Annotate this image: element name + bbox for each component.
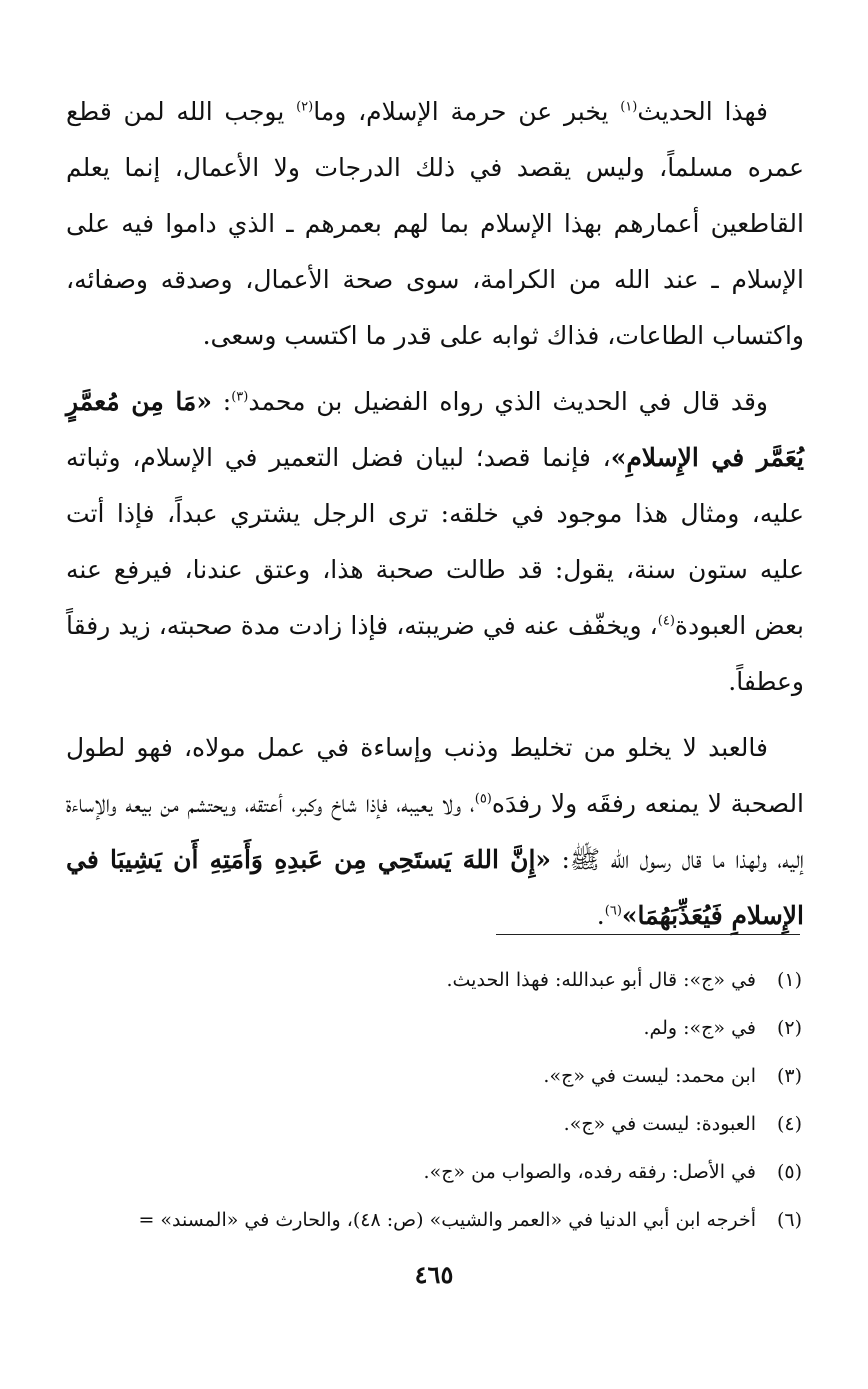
text-span: ، فإنما قصد؛ لبيان فضل التعمير في الإسلام، وثباته عليه، ومثال هذا موجود في خلقه: ترى الرجل يشتري عبداً، فإذا أتت عليه ستون سنة، يقول: قد طالت صحبة هذا، وعتق عندنا، فيرفع عنه بعض العبودة bbox=[66, 443, 805, 640]
text-span: يوجب الله لمن قطع عمره مسلماً، وليس يقصد في ذلك الدرجات ولا الأعمال، إنما يعلم القاطعين أعمارهم بهذا الإسلام بما لهم بعمرهم ـ الذي داموا فيه على الإسلام ـ عند الله من الكرامة، سوى صحة الأعمال، وصدقه وصفائه، واكتساب الطاعات، فذاك ثوابه على قدر ما اكتسب وسعى. bbox=[66, 97, 804, 350]
footnote-divider bbox=[496, 934, 800, 935]
footnote-item bbox=[66, 956, 802, 1004]
footnote-ref[interactable]: (٥) bbox=[474, 791, 492, 807]
footnote-number: (٦) bbox=[776, 1209, 802, 1231]
footnote-item bbox=[66, 1148, 802, 1196]
text-span: : bbox=[211, 387, 232, 416]
footnote-item bbox=[66, 1004, 802, 1052]
footnotes bbox=[66, 956, 802, 1244]
footnote-item bbox=[66, 1100, 802, 1148]
main-text bbox=[66, 84, 804, 954]
footnote-text: ابن محمد: ليست في «ج». bbox=[543, 1065, 756, 1087]
footnote-text: في «ج»: ولم. bbox=[643, 1017, 756, 1039]
footnote-item bbox=[66, 1052, 802, 1100]
text-span: ، ولا يعيبه، فإذا شاخ وكبر، أعتقه، ويحتشم من بيعه والإساءة إليه، ولهذا ما قال رسول الله ﷺ: bbox=[66, 789, 804, 874]
text-span: يخبر عن حرمة الإسلام، وما bbox=[313, 97, 621, 126]
paragraph-3 bbox=[66, 720, 804, 944]
footnote-ref[interactable]: (٤) bbox=[657, 613, 675, 629]
text-span: وقد قال في الحديث الذي رواه الفضيل بن محمد bbox=[248, 387, 768, 416]
paragraph-2 bbox=[66, 374, 804, 710]
text-span: ، ويخفّف عنه في ضريبته، فإذا زادت مدة صحبته، زيد رفقاً وعطفاً. bbox=[66, 611, 804, 696]
footnote-ref[interactable]: (٢) bbox=[296, 99, 314, 115]
text-span: فهذا الحديث bbox=[637, 97, 768, 126]
footnote-text: العبودة: ليست في «ج». bbox=[563, 1113, 756, 1135]
hadith-quote: «إِنَّ اللهَ يَستَحِي مِن عَبدِهِ وَأَمَتِهِ أَن يَشِيبَا في الإِسلامِ فَيُعَذِّبَهُمَا» bbox=[66, 845, 804, 930]
footnote-number: (٤) bbox=[776, 1113, 802, 1135]
footnote-item bbox=[66, 1196, 802, 1244]
footnote-number: (٢) bbox=[776, 1017, 802, 1039]
text-span: فالعبد لا يخلو من تخليط وذنب وإساءة في عمل مولاه، فهو لطول الصحبة لا يمنعه رفقَه ولا رفدَه bbox=[66, 733, 805, 818]
paragraph-1 bbox=[66, 84, 804, 364]
footnote-number: (٥) bbox=[776, 1161, 802, 1183]
footnote-text: في الأصل: رفقه رفده، والصواب من «ج». bbox=[423, 1161, 756, 1183]
footnote-ref[interactable]: (٣) bbox=[231, 389, 249, 405]
footnote-ref[interactable]: (٦) bbox=[604, 903, 622, 919]
footnote-text: في «ج»: قال أبو عبدالله: فهذا الحديث. bbox=[446, 969, 756, 991]
text-span: . bbox=[596, 901, 605, 930]
page-number: ٤٦٥ bbox=[414, 1260, 454, 1289]
footnote-text: أخرجه ابن أبي الدنيا في «العمر والشيب» (ص: ٤٨)، والحارث في «المسند» = bbox=[138, 1209, 756, 1231]
hadith-quote: «مَا مِن مُعمَّرٍ يُعَمَّر في الإِسلامِ» bbox=[66, 387, 804, 472]
footnote-number: (٣) bbox=[776, 1065, 802, 1087]
footnote-number: (١) bbox=[776, 969, 802, 991]
footnote-ref[interactable]: (١) bbox=[620, 99, 638, 115]
